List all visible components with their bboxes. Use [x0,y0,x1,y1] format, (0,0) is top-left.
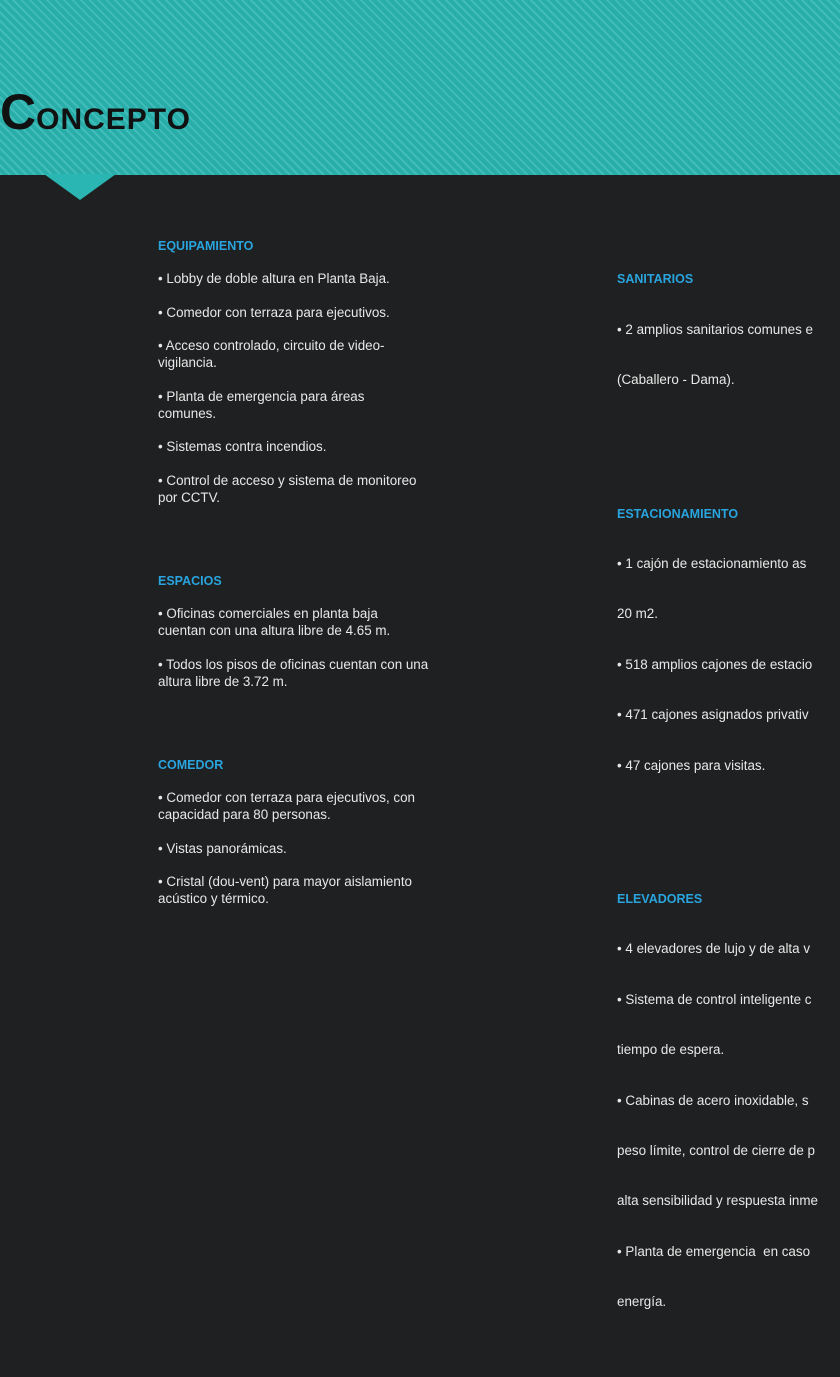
section-estacionamiento [617,472,840,808]
left-column [158,204,478,957]
page-title [0,82,191,142]
list-item: • Control de acceso y sistema de monitoreo por CCTV. [158,472,417,505]
section-elevadores [617,857,840,1344]
section-heading: ELEVADORES [617,892,703,907]
section-comedor [158,740,478,925]
list-item: • 4 elevadores de lujo y de alta v [617,941,811,957]
header-notch [44,174,116,200]
list-item: • Todos los pisos de oficinas cuentan con una altura libre de 3.72 m. [158,656,429,689]
list-item: • 1 cajón de estacionamiento as [617,555,807,571]
list-item: • 2 amplios sanitarios comunes e [617,321,813,337]
right-column [617,204,840,1377]
list-item: • 471 cajones asignados privativ [617,707,809,723]
section-sanitarios [617,238,840,423]
list-item: • Cristal (dou-vent) para mayor aislamiento acústico y térmico. [158,874,412,907]
section-espacios [158,556,478,707]
list-item: peso límite, control de cierre de p [617,1143,815,1159]
section-equipamiento [158,221,478,523]
list-item: • Oficinas comerciales en planta baja cuentan con una altura libre de 4.65 m. [158,606,391,639]
list-item: • Cabinas de acero inoxidable, s [617,1092,809,1108]
list-item: • Comedor con terraza para ejecutivos, con capacidad para 80 personas. [158,790,416,823]
list-item: • 47 cajones para visitas. [617,757,766,773]
section-heading: EQUIPAMIENTO [158,238,254,253]
page-title-rest: ONCEPTO [36,103,191,136]
section-heading: ESPACIOS [158,573,222,588]
list-item: • Sistema de control inteligente c [617,991,812,1007]
list-item: tiempo de espera. [617,1042,725,1058]
section-heading: COMEDOR [158,757,224,772]
list-item: • Planta de emergencia en caso [617,1243,811,1259]
list-item: • Lobby de doble altura en Planta Baja. [158,271,390,287]
list-item: 20 m2. [617,606,658,622]
list-item: alta sensibilidad y respuesta inme [617,1193,818,1209]
list-item: • Vistas panorámicas. [158,840,287,856]
list-item: • Planta de emergencia para áreas comunes. [158,388,365,421]
list-item: • Acceso controlado, circuito de video- vigilancia. [158,338,385,371]
section-heading: ESTACIONAMIENTO [617,506,739,521]
section-heading: SANITARIOS [617,272,694,287]
list-item: • Comedor con terraza para ejecutivos. [158,304,390,320]
list-item: energía. [617,1294,667,1310]
list-item: • 518 amplios cajones de estacio [617,656,813,672]
list-item: • Sistemas contra incendios. [158,439,327,455]
list-item: (Caballero - Dama). [617,371,735,387]
page-title-initial: C [0,84,37,140]
